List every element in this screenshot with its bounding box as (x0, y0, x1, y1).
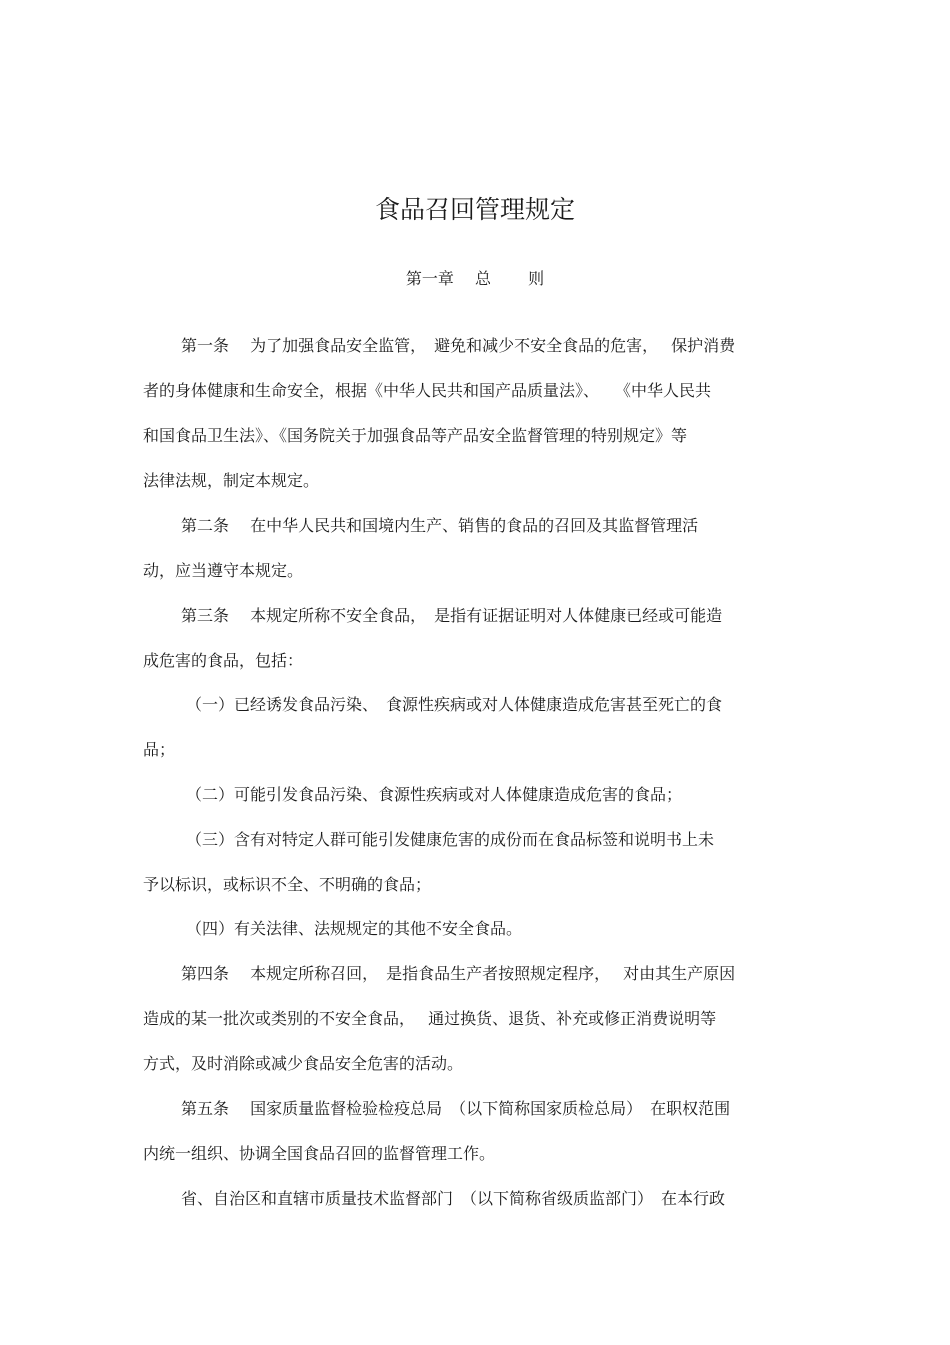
text-line: 省、自治区和直辖市质量技术监督部门 （以下简称省级质监部门） 在本行政 (181, 1189, 726, 1208)
text-line: 造成的某一批次或类别的不安全食品， 通过换货、退货、补充或修正消费说明等 (143, 1009, 717, 1028)
text-line: 方式，及时消除或减少食品安全危害的活动。 (143, 1054, 464, 1073)
text-line: 第二条 在中华人民共和国境内生产、销售的食品的召回及其监督管理活 (181, 516, 699, 535)
text-line: 品； (143, 740, 176, 759)
text-line: 内统一组织、协调全国食品召回的监督管理工作。 (143, 1144, 496, 1163)
text-line: （三）含有对特定人群可能引发健康危害的成份而在食品标签和说明书上未 (186, 830, 715, 849)
text-line: （一）已经诱发食品污染、 食源性疾病或对人体健康造成危害甚至死亡的食 (186, 695, 723, 714)
text-line: （二）可能引发食品污染、食源性疾病或对人体健康造成危害的食品； (186, 785, 683, 804)
text-line: （四）有关法律、法规规定的其他不安全食品。 (186, 919, 523, 938)
text-line: 者的身体健康和生命安全，根据《中华人民共和国产品质量法》、 《中华人民共 (143, 381, 712, 400)
text-line: 第四条 本规定所称召回， 是指食品生产者按照规定程序， 对由其生产原因 (181, 964, 736, 983)
text-line: 和国食品卫生法》、《国务院关于加强食品等产品安全监督管理的特别规定》等 (143, 426, 688, 445)
text-line: 动，应当遵守本规定。 (143, 561, 304, 580)
text-line: 第一条 为了加强食品安全监管， 避免和减少不安全食品的危害， 保护消费 (181, 336, 736, 355)
text-line: 第五条 国家质量监督检验检疫总局 （以下简称国家质检总局） 在职权范围 (181, 1099, 731, 1118)
text-line: 予以标识，或标识不全、不明确的食品； (143, 875, 432, 894)
text-line: 第三条 本规定所称不安全食品， 是指有证据证明对人体健康已经或可能造 (181, 606, 723, 625)
text-line: 法律法规，制定本规定。 (143, 471, 320, 490)
chapter-heading: 第一章 总 则 (405, 269, 545, 288)
document-title: 食品召回管理规定 (374, 195, 575, 224)
text-line: 成危害的食品，包括： (143, 651, 304, 670)
